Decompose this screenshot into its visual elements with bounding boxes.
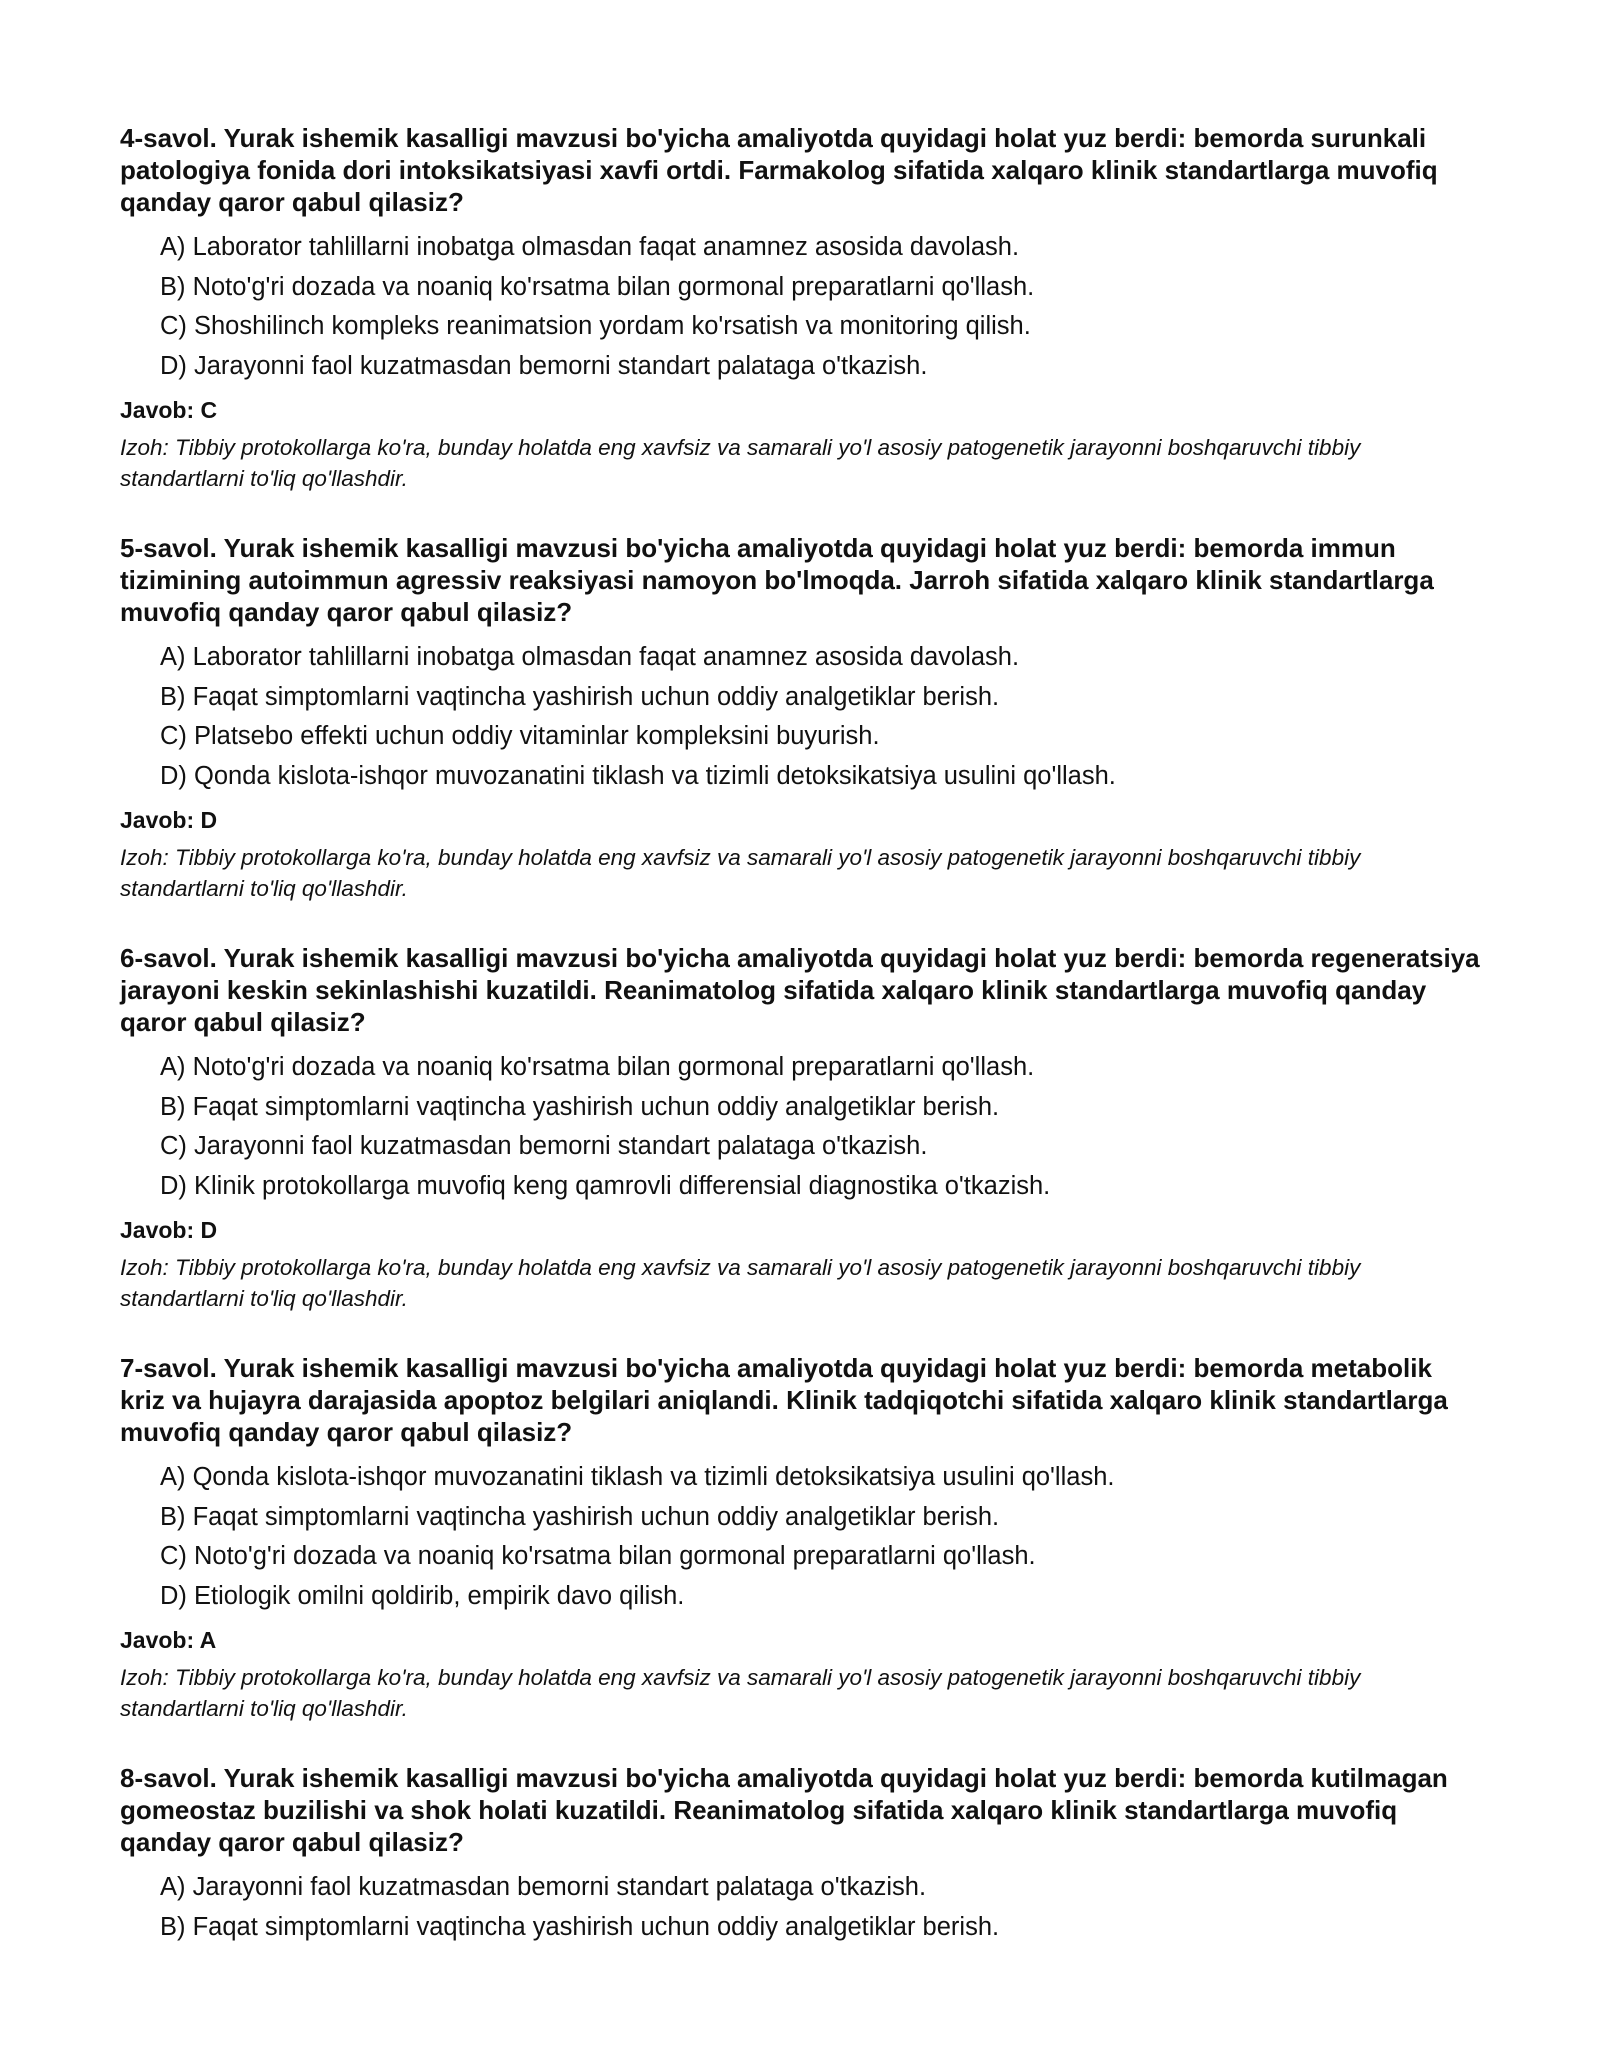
answer-options [120, 1458, 1480, 1616]
question-block [120, 532, 1480, 904]
answer-key: Javob: C [120, 397, 218, 423]
option-c: C) Platsebo effekti uchun oddiy vitaminlar kompleksini buyurish. [160, 722, 880, 750]
option-a: A) Laborator tahlillarni inobatga olmasdan faqat anamnez asosida davolash. [160, 643, 1020, 671]
option-d: D) Klinik protokollarga muvofiq keng qamrovli differensial diagnostika o'tkazish. [160, 1171, 1051, 1200]
explanation: Izoh: Tibbiy protokollarga ko'ra, bunday holatda eng xavfsiz va samarali yo'l asosiy patogenetik jarayonni boshqaruvchi tibbiy standartlarni to'liq qo'llashdir. [120, 435, 1361, 491]
option-b: B) Noto'g'ri dozada va noaniq ko'rsatma bilan gormonal preparatlarni qo'llash. [160, 272, 1035, 301]
option-a: A) Qonda kislota-ishqor muvozanatini tiklash va tizimli detoksikatsiya usulini qo'llash. [160, 1463, 1115, 1491]
explanation: Izoh: Tibbiy protokollarga ko'ra, bunday holatda eng xavfsiz va samarali yo'l asosiy patogenetik jarayonni boshqaruvchi tibbiy standartlarni to'liq qo'llashdir. [120, 845, 1361, 901]
question-block [120, 1762, 1480, 1947]
option-b: B) Faqat simptomlarni vaqtincha yashirish uchun oddiy analgetiklar berish. [160, 1502, 1000, 1531]
question-block [120, 1352, 1480, 1724]
option-b: B) Faqat simptomlarni vaqtincha yashirish uchun oddiy analgetiklar berish. [160, 1912, 1000, 1941]
option-b: B) Faqat simptomlarni vaqtincha yashirish uchun oddiy analgetiklar berish. [160, 1092, 1000, 1121]
answer-options [120, 638, 1480, 796]
option-d: D) Qonda kislota-ishqor muvozanatini tiklash va tizimli detoksikatsiya usulini qo'llash. [160, 761, 1116, 790]
option-a: A) Laborator tahlillarni inobatga olmasdan faqat anamnez asosida davolash. [160, 233, 1020, 261]
explanation: Izoh: Tibbiy protokollarga ko'ra, bunday holatda eng xavfsiz va samarali yo'l asosiy patogenetik jarayonni boshqaruvchi tibbiy standartlarni to'liq qo'llashdir. [120, 1255, 1361, 1311]
option-a: A) Noto'g'ri dozada va noaniq ko'rsatma bilan gormonal preparatlarni qo'llash. [160, 1053, 1035, 1081]
question-block [120, 942, 1480, 1314]
option-b: B) Faqat simptomlarni vaqtincha yashirish uchun oddiy analgetiklar berish. [160, 682, 1000, 711]
question-title: 5-savol. Yurak ishemik kasalligi mavzusi bo'yicha amaliyotda quyidagi holat yuz berdi: bemorda immun tizimining autoimmun agressiv reaksiyasi namoyon bo'lmoqda. Jarroh sifatida xalqaro klinik standartlarga muvofiq qanday qaror qabul qilasiz? [120, 533, 1434, 627]
answer-key: Javob: A [120, 1627, 217, 1653]
option-d: D) Etiologik omilni qoldirib, empirik davo qilish. [160, 1581, 685, 1610]
answer-options [120, 1048, 1480, 1206]
question-title: 7-savol. Yurak ishemik kasalligi mavzusi bo'yicha amaliyotda quyidagi holat yuz berdi: bemorda metabolik kriz va hujayra darajasida apoptoz belgilari aniqlandi. Klinik tadqiqotchi sifatida xalqaro klinik standartlarga muvofiq qanday qaror qabul qilasiz? [120, 1353, 1448, 1447]
document-body [120, 122, 1480, 1947]
option-c: C) Jarayonni faol kuzatmasdan bemorni standart palataga o'tkazish. [160, 1132, 928, 1160]
question-title: 8-savol. Yurak ishemik kasalligi mavzusi bo'yicha amaliyotda quyidagi holat yuz berdi: bemorda kutilmagan gomeostaz buzilishi va shok holati kuzatildi. Reanimatolog sifatida xalqaro klinik standartlarga muvofiq qanday qaror qabul qilasiz? [120, 1763, 1448, 1857]
question-title: 6-savol. Yurak ishemik kasalligi mavzusi bo'yicha amaliyotda quyidagi holat yuz berdi: bemorda regeneratsiya jarayoni keskin sekinlashishi kuzatildi. Reanimatolog sifatida xalqaro klinik standartlarga muvofiq qanday qaror qabul qilasiz? [120, 943, 1480, 1037]
option-a: A) Jarayonni faol kuzatmasdan bemorni standart palataga o'tkazish. [160, 1873, 927, 1901]
answer-key: Javob: D [120, 1217, 218, 1243]
answer-options [120, 1868, 1480, 1947]
option-c: C) Shoshilinch kompleks reanimatsion yordam ko'rsatish va monitoring qilish. [160, 312, 1031, 340]
answer-key: Javob: D [120, 807, 218, 833]
answer-options [120, 228, 1480, 386]
explanation: Izoh: Tibbiy protokollarga ko'ra, bunday holatda eng xavfsiz va samarali yo'l asosiy patogenetik jarayonni boshqaruvchi tibbiy standartlarni to'liq qo'llashdir. [120, 1665, 1361, 1721]
question-block [120, 122, 1480, 494]
question-title: 4-savol. Yurak ishemik kasalligi mavzusi bo'yicha amaliyotda quyidagi holat yuz berdi: bemorda surunkali patologiya fonida dori intoksikatsiyasi xavfi ortdi. Farmakolog sifatida xalqaro klinik standartlarga muvofiq qanday qaror qabul qilasiz? [120, 123, 1438, 217]
option-d: D) Jarayonni faol kuzatmasdan bemorni standart palataga o'tkazish. [160, 351, 928, 380]
option-c: C) Noto'g'ri dozada va noaniq ko'rsatma bilan gormonal preparatlarni qo'llash. [160, 1542, 1036, 1570]
